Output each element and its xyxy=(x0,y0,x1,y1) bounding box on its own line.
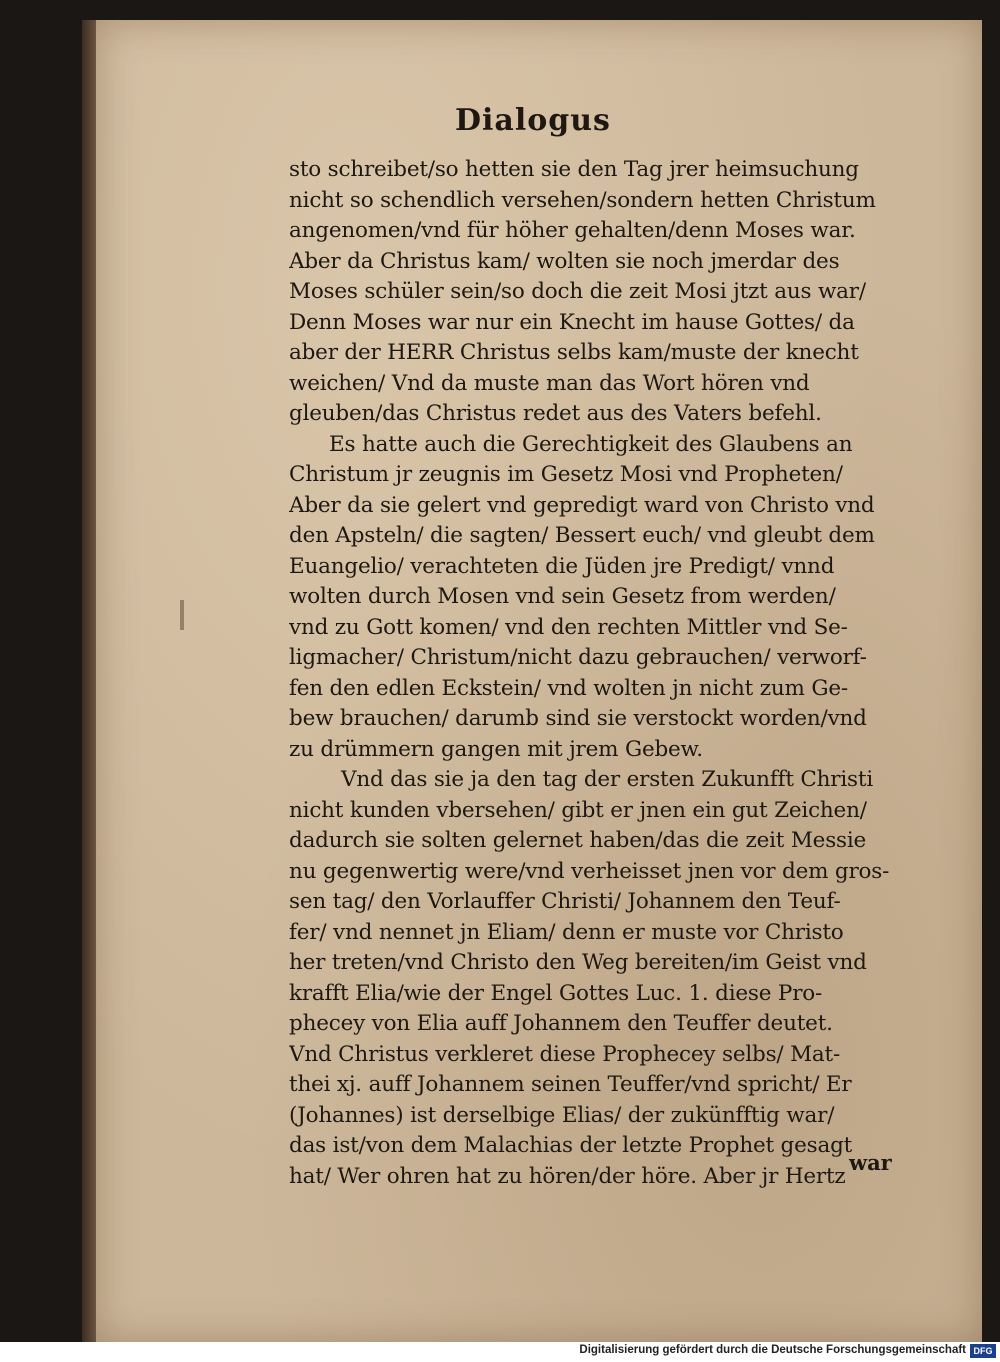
text-line: Es hatte auch die Gerechtigkeit des Glaubens an xyxy=(329,431,853,457)
text-line: nicht kunden vbersehen/ gibt er jnen ein gut Zeichen/ xyxy=(289,797,867,823)
text-line: vnd zu Gott komen/ vnd den rechten Mittler vnd Se- xyxy=(289,614,848,640)
text-line: fer/ vnd nennet jn Eliam/ denn er muste vor Christo xyxy=(289,919,844,945)
text-line: thei xj. auff Johannem seinen Teuffer/vnd spricht/ Er xyxy=(289,1072,852,1097)
text-line: nicht so schendlich versehen/sondern hetten Christum xyxy=(289,187,876,213)
text-line: Moses schüler sein/so doch die zeit Mosi jtzt aus war/ xyxy=(289,279,866,304)
text-line: bew brauchen/ darumb sind sie verstockt worden/vnd xyxy=(289,706,867,731)
text-line: das ist/von dem Malachias der letzte Prophet gesagt xyxy=(289,1133,853,1158)
text-line: weichen/ Vnd da muste man das Wort hören vnd xyxy=(289,370,810,396)
text-block xyxy=(289,155,901,1192)
text-line: nu gegenwertig were/vnd verheisset jnen vor dem gros- xyxy=(289,858,890,884)
text-line: Vnd das sie ja den tag der ersten Zukunfft Christi xyxy=(341,767,874,792)
text-line: Christum jr zeugnis im Gesetz Mosi vnd Propheten/ xyxy=(289,462,843,487)
text-line: sen tag/ den Vorlauffer Christi/ Johannem den Teuf- xyxy=(289,889,841,914)
text-line: zu drümmern gangen mit jrem Gebew. xyxy=(289,736,703,762)
text-line: wolten durch Mosen vnd sein Gesetz from werden/ xyxy=(289,584,836,609)
text-line: fen den edlen Eckstein/ vnd wolten jn nicht zum Ge- xyxy=(289,675,848,701)
text-line: her treten/vnd Christo den Weg bereiten/im Geist vnd xyxy=(289,950,867,975)
text-line: ligmacher/ Christum/nicht dazu gebrauchen/ verworf- xyxy=(289,645,867,670)
text-line: Aber da Christus kam/ wolten sie noch jmerdar des xyxy=(289,248,840,274)
catchword: war xyxy=(849,1150,892,1175)
footer-credit: Digitalisierung gefördert durch die Deutsche Forschungsgemeinschaft xyxy=(579,1344,966,1356)
text-line: gleuben/das Christus redet aus des Vaters befehl. xyxy=(289,401,822,426)
text-line: aber der HERR Christus selbs kam/muste der knecht xyxy=(289,340,859,365)
text-line: Euangelio/ verachteten die Jüden jre Predigt/ vnnd xyxy=(289,553,835,579)
text-line: Denn Moses war nur ein Knecht im hause Gottes/ da xyxy=(289,309,855,335)
book-gutter xyxy=(82,20,96,1342)
text-line: den Apsteln/ die sagten/ Bessert euch/ vnd gleubt dem xyxy=(289,523,875,548)
text-line: hat/ Wer ohren hat zu hören/der höre. Aber jr Hertz xyxy=(289,1163,846,1189)
running-head: Dialogus xyxy=(455,103,611,138)
text-line: Aber da sie gelert vnd gepredigt ward von Christo vnd xyxy=(289,492,875,518)
dfg-logo: DFG xyxy=(970,1344,996,1358)
text-line: sto schreibet/so hetten sie den Tag jrer heimsuchung xyxy=(289,157,859,182)
text-line: phecey von Elia auff Johannem den Teuffer deutet. xyxy=(289,1011,833,1036)
text-line: (Johannes) ist derselbige Elias/ der zukünfftig war/ xyxy=(289,1102,835,1128)
text-line: Vnd Christus verkleret diese Prophecey selbs/ Mat- xyxy=(289,1041,841,1067)
text-line: angenomen/vnd für höher gehalten/denn Moses war. xyxy=(289,218,856,243)
text-line: krafft Elia/wie der Engel Gottes Luc. 1. diese Pro- xyxy=(289,980,823,1006)
margin-mark xyxy=(180,600,184,630)
text-line: dadurch sie solten gelernet haben/das die zeit Messie xyxy=(289,828,867,853)
